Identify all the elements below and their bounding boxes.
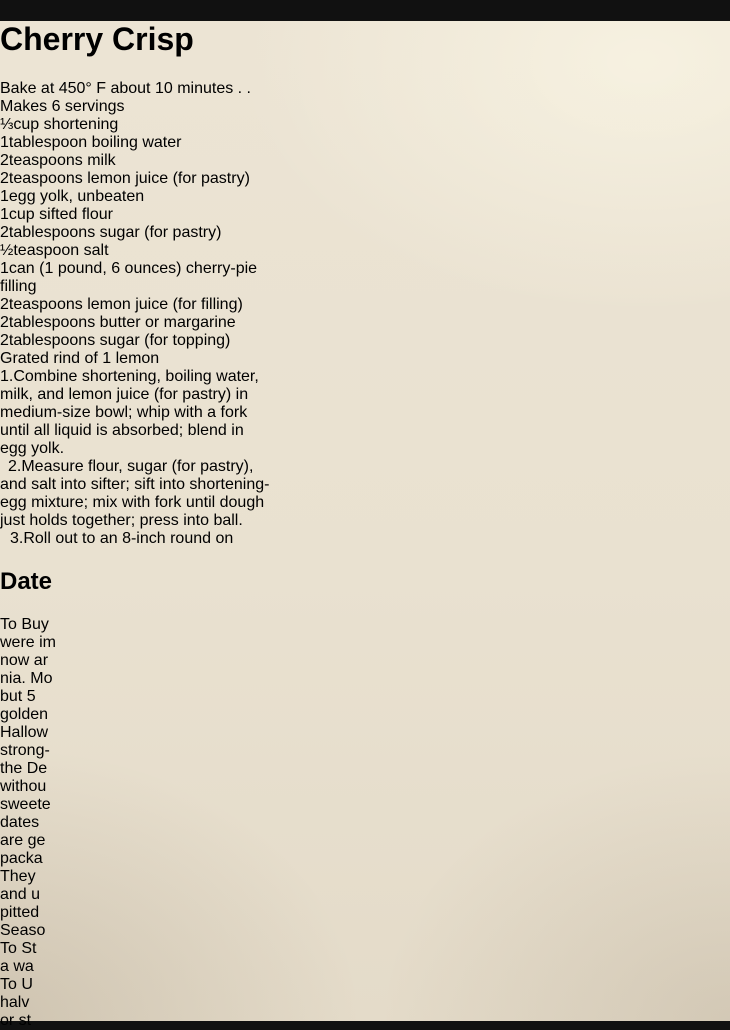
step-line	[0, 458, 730, 476]
step-text: Measure flour, sugar (for pastry),	[21, 457, 254, 475]
ingredient-text: tablespoon boiling water	[8, 133, 182, 151]
to-use-label: To U	[0, 975, 33, 993]
article-line: golden	[0, 705, 49, 723]
article-line: sweete	[0, 795, 51, 813]
ingredient-qty: 2	[0, 295, 9, 313]
article-line: Seaso	[0, 921, 46, 939]
article-line: but 5	[0, 687, 36, 705]
ingredient-row	[0, 224, 730, 242]
to-buy-label: To Buy	[0, 615, 49, 633]
step-line: just holds together; press into ball.	[0, 511, 243, 529]
article-line: halv	[0, 993, 30, 1011]
ingredient-row	[0, 134, 730, 152]
article-line: pitted	[0, 903, 40, 921]
step-text: Combine shortening, boiling water,	[13, 367, 259, 385]
article-line: are ge	[0, 831, 46, 849]
ingredient-qty: 2	[0, 151, 9, 169]
article-line: withou	[0, 777, 47, 795]
step-line	[0, 530, 730, 548]
ingredient-row	[0, 332, 730, 350]
step-line: milk, and lemon juice (for pastry) in	[0, 385, 249, 403]
ingredient-qty: 2	[0, 331, 9, 349]
ingredient-qty: 1	[0, 187, 9, 205]
ingredient-text: cup sifted flour	[8, 205, 113, 223]
ingredient-qty: 1	[0, 259, 9, 277]
ingredient-text: teaspoons milk	[8, 151, 116, 169]
ingredient-qty: 2	[0, 169, 9, 187]
article-line: packa	[0, 849, 43, 867]
method-steps	[0, 368, 730, 548]
article-line: They	[0, 867, 36, 885]
article-line: now ar	[0, 651, 49, 669]
article-line: were im	[0, 633, 57, 651]
step-line: egg mixture; mix with fork until dough	[0, 493, 265, 511]
step-line: until all liquid is absorbed; blend in	[0, 421, 244, 439]
ingredient-row	[0, 116, 730, 134]
step-number: 3.	[10, 529, 24, 547]
article-line: a wa	[0, 957, 34, 975]
article-line: the De	[0, 759, 48, 777]
step-line: and salt into sifter; sift into shortening-	[0, 475, 270, 493]
ingredient-qty: 1	[0, 205, 9, 223]
step-number: 2.	[8, 457, 22, 475]
ingredient-row	[0, 152, 730, 170]
ingredient-qty: 2	[0, 313, 9, 331]
ingredient-list	[0, 116, 730, 368]
article-line: or st	[0, 1011, 32, 1029]
book-binding-edge	[0, 21, 36, 781]
article-line: nia. Mo	[0, 669, 53, 687]
ingredient-row	[0, 242, 730, 260]
to-store-label: To St	[0, 939, 37, 957]
article-line: and u	[0, 885, 41, 903]
servings-line: Makes 6 servings	[0, 97, 125, 115]
step-line	[0, 368, 730, 386]
ingredient-row	[0, 278, 730, 296]
ingredient-text: teaspoons lemon juice (for pastry)	[8, 169, 250, 187]
step-line: egg yolk.	[0, 439, 65, 457]
article-line: Hallow	[0, 723, 49, 741]
step-text: Roll out to an 8-inch round on	[23, 529, 234, 547]
ingredient-row	[0, 188, 730, 206]
ingredient-row	[0, 170, 730, 188]
article-line: dates	[0, 813, 40, 831]
ingredient-text: egg yolk, unbeaten	[8, 187, 145, 205]
article-title: Date	[0, 567, 53, 595]
step-number: 1.	[0, 367, 14, 385]
article-line: strong-	[0, 741, 50, 759]
bake-instructions-line: Bake at 450° F about 10 minutes . .	[0, 79, 251, 97]
ingredient-row	[0, 206, 730, 224]
ingredient-text: tablespoons sugar (for topping)	[8, 331, 231, 349]
ingredient-row	[0, 296, 730, 314]
ingredient-text: filling	[0, 277, 37, 295]
step-line: medium-size bowl; whip with a fork	[0, 403, 248, 421]
cookbook-page-photo	[0, 21, 730, 1029]
ingredient-text: teaspoons lemon juice (for filling)	[8, 295, 243, 313]
ingredient-qty: 1	[0, 133, 9, 151]
recipe-column	[0, 21, 730, 547]
ingredient-text: Grated rind of 1 lemon	[0, 349, 160, 367]
ingredient-row	[0, 314, 730, 332]
recipe-title: Cherry Crisp	[0, 21, 194, 58]
ingredient-text: can (1 pound, 6 ounces) cherry-pie	[8, 259, 258, 277]
ingredient-qty: 2	[0, 223, 9, 241]
date-article-column	[0, 568, 730, 1030]
ingredient-qty: ⅓	[0, 115, 14, 133]
ingredient-row	[0, 350, 730, 368]
ingredient-text: teaspoon salt	[13, 241, 109, 259]
ingredient-text: cup shortening	[13, 115, 119, 133]
ingredient-qty: ½	[0, 241, 14, 259]
ingredient-row	[0, 260, 730, 278]
ingredient-text: tablespoons sugar (for pastry)	[8, 223, 222, 241]
ingredient-text: tablespoons butter or margarine	[8, 313, 236, 331]
